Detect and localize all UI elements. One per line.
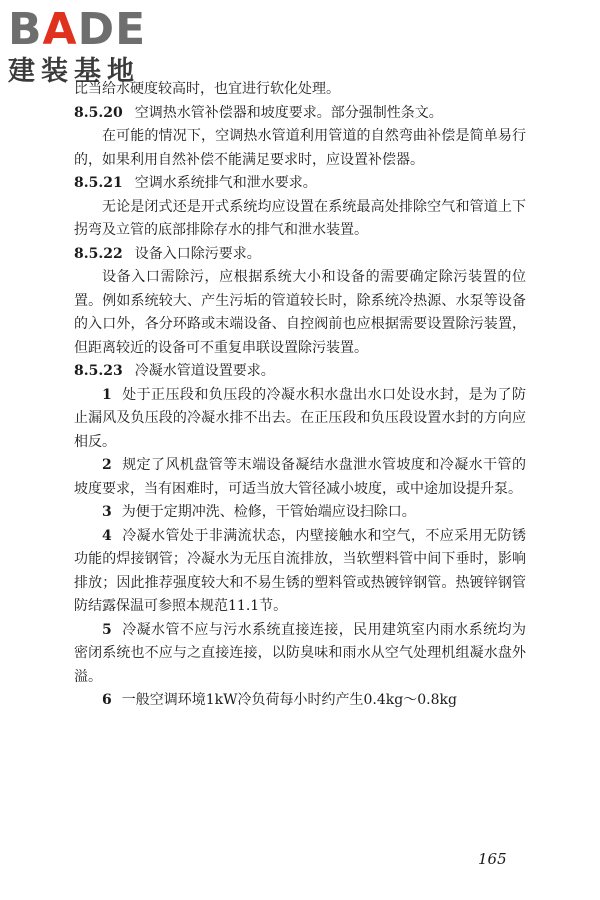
item-number: 3 (102, 504, 112, 520)
clause-item (74, 384, 526, 455)
logo-accent-letter: A (42, 4, 78, 55)
clause-heading (74, 102, 526, 126)
clause-text: 设备入口需除污，应根据系统大小和设备的需要确定除污装置的位置。例如系统较大、产生污垢的管道较长时，除系统冷热源、水泵等设备的入口外，各分环路或末端设备、自控阀前也应根据需要设置除污装置，但距离较近的设备可不重复串联设置除污装置。 (74, 269, 526, 356)
document-body (74, 78, 526, 713)
item-text: 处于正压段和负压段的冷凝水积水盘出水口处设水封，是为了防止漏风及负压段的冷凝水排不出去。在正压段和负压段设置水封的方向应相反。 (74, 386, 526, 450)
item-number: 1 (102, 386, 112, 403)
clause-number: 8.5.22 (74, 245, 123, 262)
clause-text: 无论是闭式还是开式系统均应设置在系统最高处排除空气和管道上下拐弯及立管的底部排除存水的排气和泄水装置。 (74, 198, 526, 238)
clause-title: 空调热水管补偿器和坡度要求。部分强制性条文。 (134, 104, 443, 121)
page-number: 165 (478, 850, 507, 868)
item-number: 5 (102, 621, 112, 638)
logo-brand: BADE (8, 4, 147, 55)
clause-number: 8.5.23 (74, 363, 123, 379)
item-text: 冷凝水管不应与污水系统直接连接，民用建筑室内雨水系统均为密闭系统也不应与之直接连接，以防臭味和雨水从空气处理机组凝水盘外溢。 (74, 621, 526, 685)
item-text: 冷凝水管处于非满流状态，内壁接触水和空气，不应采用无防锈功能的焊接钢管；冷凝水为无压自流排放，当软塑料管中间下垂时，影响排放；因此推荐强度较大和不易生锈的塑料管或热镀锌钢管。热镀锌钢管防结露保温可参照本规范11.1节。 (74, 527, 526, 614)
clause-title: 空调水系统排气和泄水要求。 (134, 175, 317, 191)
clause-title: 冷凝水管道设置要求。 (134, 363, 275, 379)
clause-item (74, 689, 526, 713)
clause-item (74, 501, 526, 525)
item-number: 4 (102, 527, 112, 544)
item-text: 一般空调环境1kW冷负荷每小时约产生0.4kg～0.8kg (121, 692, 457, 708)
clause-title: 设备入口除污要求。 (134, 245, 261, 262)
clause-number: 8.5.20 (74, 104, 123, 121)
clause-number: 8.5.21 (74, 175, 123, 191)
intro-line: 比当给水硬度较高时，也宜进行软化处理。 (74, 81, 340, 97)
item-number: 6 (102, 692, 112, 708)
clause-item (74, 454, 526, 501)
clause-heading (74, 243, 526, 267)
item-number: 2 (102, 457, 112, 473)
clause-text: 在可能的情况下，空调热水管道利用管道的自然弯曲补偿是简单易行的，如果利用自然补偿不能满足要求时，应设置补偿器。 (74, 128, 526, 168)
clause-item (74, 619, 526, 690)
clause-item (74, 525, 526, 619)
clause-heading (74, 172, 526, 196)
logo-subtitle: 建装基地 (8, 56, 140, 87)
clause-heading (74, 360, 526, 384)
item-text: 规定了风机盘管等末端设备凝结水盘泄水管坡度和冷凝水干管的坡度要求，当有困难时，可适当放大管径减小坡度，或中途加设提升泵。 (74, 457, 526, 497)
item-text: 为便于定期冲洗、检修，干管始端应设扫除口。 (121, 504, 416, 520)
